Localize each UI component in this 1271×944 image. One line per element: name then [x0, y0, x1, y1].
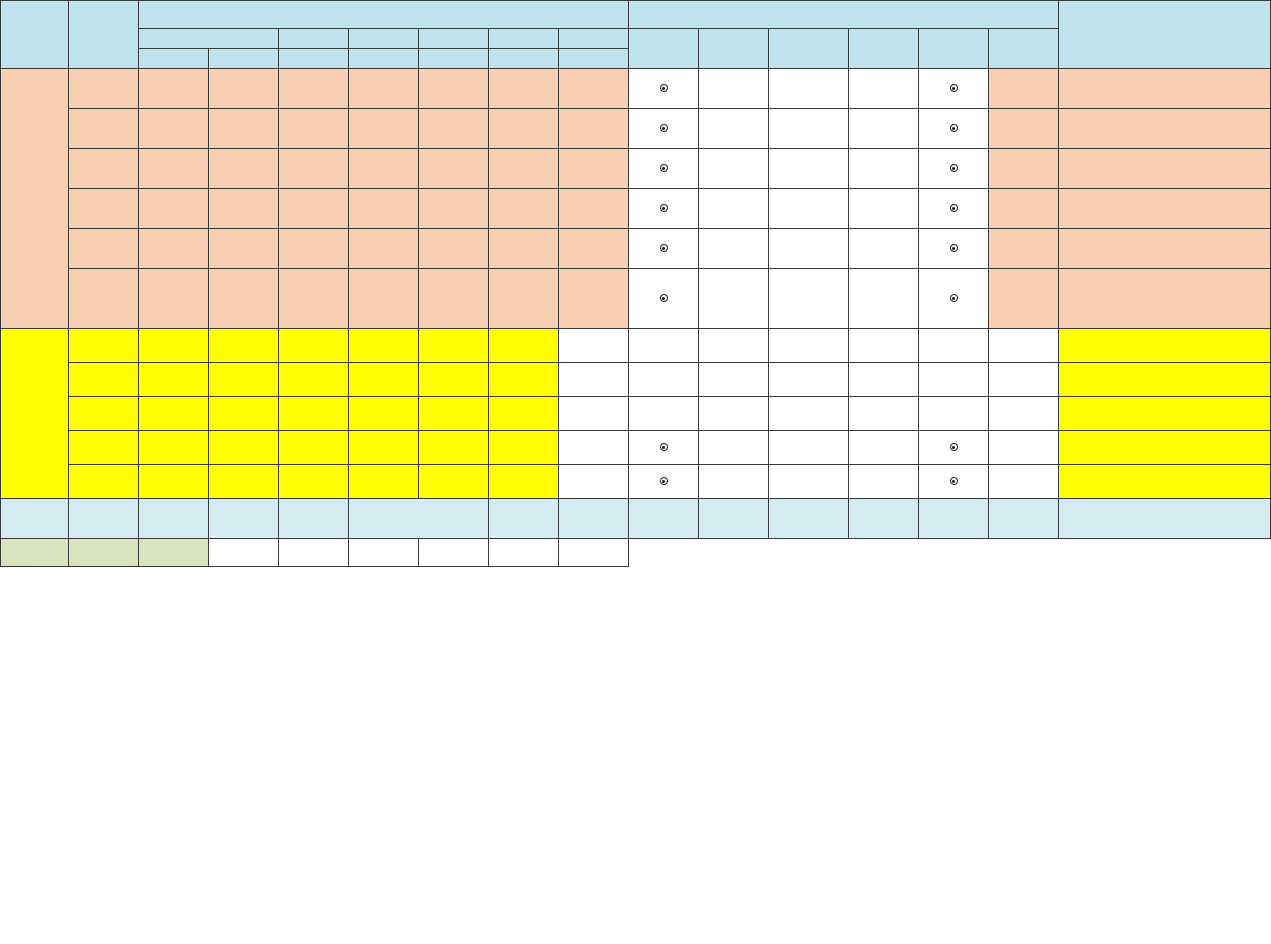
header-electrical — [139, 1, 629, 29]
cell-otp — [699, 499, 769, 539]
cell-bop — [349, 189, 419, 229]
cell-brp — [419, 109, 489, 149]
cell-pkg — [989, 329, 1059, 363]
double-circle-icon — [950, 204, 958, 212]
cell-vmin — [139, 189, 209, 229]
cell-rdson — [559, 465, 629, 499]
cell-pkg — [989, 465, 1059, 499]
cell-bop — [349, 149, 419, 189]
cell-auto-restart — [769, 363, 849, 397]
cell-vmin — [139, 363, 209, 397]
cell-vmax — [209, 465, 279, 499]
double-circle-icon — [950, 443, 958, 451]
cell-competitor — [1059, 229, 1271, 269]
cell-vmax — [209, 431, 279, 465]
cell-competitor — [1059, 465, 1271, 499]
cell-otp — [699, 269, 769, 329]
cell-pkg — [989, 109, 1059, 149]
cell-auto-restart — [769, 189, 849, 229]
cell-brp — [419, 269, 489, 329]
double-circle-icon — [660, 477, 668, 485]
cell-otp — [699, 189, 769, 229]
double-circle-icon — [950, 84, 958, 92]
header-bhys-unit — [489, 49, 559, 69]
table-body — [1, 69, 1271, 567]
cell-vmin — [139, 431, 209, 465]
cell-rdson — [559, 539, 629, 567]
part-number — [69, 69, 139, 109]
cell-auto-restart — [769, 149, 849, 189]
cell-vout-clamp — [849, 499, 919, 539]
cell-vmin — [139, 109, 209, 149]
table-row — [1, 149, 1271, 189]
double-circle-icon — [950, 244, 958, 252]
cell-iout — [279, 465, 349, 499]
double-circle-icon — [660, 443, 668, 451]
header-bop — [349, 29, 419, 49]
cell-auto-restart — [769, 465, 849, 499]
cell-rdson — [559, 109, 629, 149]
cell-brp — [419, 465, 489, 499]
cell-vmin — [139, 465, 209, 499]
cell-pkg — [989, 229, 1059, 269]
cell-rdson — [559, 431, 629, 465]
cell-vmax — [209, 499, 279, 539]
cell-vmin — [139, 149, 209, 189]
cell-iout — [279, 269, 349, 329]
cell-iout — [279, 189, 349, 229]
part-number — [69, 363, 139, 397]
cell-auto-restart — [769, 329, 849, 363]
cell-iout — [279, 329, 349, 363]
cell-fg — [629, 149, 699, 189]
cell-fg — [629, 499, 699, 539]
table-row — [1, 109, 1271, 149]
cell-auto-restart — [769, 397, 849, 431]
cell-bhys — [489, 363, 559, 397]
group-linear — [1, 499, 69, 539]
cell-otp — [699, 69, 769, 109]
table-row — [1, 329, 1271, 363]
header-vin-min — [139, 49, 209, 69]
cell-bop — [349, 229, 419, 269]
cell-bhys — [489, 109, 559, 149]
double-circle-icon — [660, 244, 668, 252]
cell-rev-diode — [919, 431, 989, 465]
header-pkg-type — [989, 29, 1059, 69]
cell-vout-clamp — [849, 269, 919, 329]
cell-rev-diode — [919, 229, 989, 269]
cell-vmax — [209, 329, 279, 363]
cell-brp — [419, 229, 489, 269]
cell-rev-diode — [919, 499, 989, 539]
cell-rev-diode — [919, 109, 989, 149]
header-bop-unit — [349, 49, 419, 69]
cell-fg — [629, 109, 699, 149]
cell-brp — [419, 431, 489, 465]
cell-rdson — [559, 189, 629, 229]
cell-brp — [419, 329, 489, 363]
cell-brp — [419, 149, 489, 189]
cell-iout — [279, 499, 349, 539]
cell-pkg — [989, 269, 1059, 329]
cell-iout — [279, 69, 349, 109]
cell-vmin — [139, 499, 209, 539]
cell-bop — [349, 109, 419, 149]
cell-rdson — [559, 329, 629, 363]
cell-vout-clamp — [849, 431, 919, 465]
cell-rdson — [559, 149, 629, 189]
table-row — [1, 229, 1271, 269]
header-vin-max — [209, 49, 279, 69]
header-vout-clamp — [849, 29, 919, 69]
cell-brp — [419, 363, 489, 397]
header-rev-diode — [919, 29, 989, 69]
cell-iout — [279, 539, 349, 567]
header-competitor — [1059, 1, 1271, 69]
table-row — [1, 431, 1271, 465]
cell-auto-restart — [769, 269, 849, 329]
part-number — [69, 329, 139, 363]
cell-otp — [699, 229, 769, 269]
cell-competitor — [1059, 109, 1271, 149]
cell-otp — [699, 329, 769, 363]
cell-vmax — [209, 149, 279, 189]
cell-otp — [699, 109, 769, 149]
cell-competitor — [1059, 149, 1271, 189]
cell-vmin — [139, 269, 209, 329]
cell-vout-clamp — [849, 229, 919, 269]
cell-vout-clamp — [849, 149, 919, 189]
header-fg — [629, 29, 699, 69]
cell-fg — [629, 269, 699, 329]
cell-sensitivity — [349, 499, 489, 539]
header-rdson — [559, 29, 629, 49]
part-number — [69, 189, 139, 229]
double-circle-icon — [660, 164, 668, 172]
cell-vmin — [139, 539, 209, 567]
cell-iout — [279, 109, 349, 149]
cell-fg — [629, 431, 699, 465]
cell-vmax — [209, 189, 279, 229]
cell-bhys — [489, 149, 559, 189]
cell-otp — [699, 431, 769, 465]
cell-pkg — [989, 189, 1059, 229]
table-row — [1, 269, 1271, 329]
cell-rdson — [559, 499, 629, 539]
cell-competitor — [1059, 269, 1271, 329]
cell-competitor — [1059, 431, 1271, 465]
cell-vmax — [209, 397, 279, 431]
cell-brp — [419, 189, 489, 229]
table-header — [1, 1, 1271, 69]
cell-iout — [279, 149, 349, 189]
cell-bhys — [489, 397, 559, 431]
cell-vout-clamp — [849, 109, 919, 149]
table-row — [1, 363, 1271, 397]
cell-competitor — [1059, 363, 1271, 397]
part-number — [69, 397, 139, 431]
part-number — [69, 465, 139, 499]
part-number — [69, 499, 139, 539]
table-row — [1, 397, 1271, 431]
cell-rev-diode — [919, 69, 989, 109]
cell-otp — [699, 465, 769, 499]
cell-bhys — [489, 499, 559, 539]
cell-rev-diode — [919, 269, 989, 329]
cell-pkg — [989, 397, 1059, 431]
cell-rdson — [559, 69, 629, 109]
cell-bhys — [489, 229, 559, 269]
cell-bhys — [489, 431, 559, 465]
header-pn — [69, 1, 139, 69]
cell-bhys — [489, 69, 559, 109]
part-number — [69, 149, 139, 189]
cell-vmax — [209, 539, 279, 567]
cell-otp — [699, 397, 769, 431]
part-number — [69, 431, 139, 465]
cell-fg — [629, 69, 699, 109]
cell-vout-clamp — [849, 465, 919, 499]
cell-fg — [629, 397, 699, 431]
part-number — [69, 229, 139, 269]
cell-pkg — [989, 499, 1059, 539]
cell-competitor — [1059, 329, 1271, 363]
cell-rev-diode — [919, 465, 989, 499]
cell-vout-clamp — [849, 189, 919, 229]
cell-vmin — [139, 69, 209, 109]
header-function — [1, 1, 69, 69]
cell-rev-diode — [919, 149, 989, 189]
cell-iout — [279, 229, 349, 269]
group-latch — [1, 69, 69, 329]
cell-bhys — [489, 269, 559, 329]
part-number — [69, 269, 139, 329]
cell-rev-diode — [919, 397, 989, 431]
cell-vmax — [209, 229, 279, 269]
cell-rev-diode — [919, 189, 989, 229]
cell-auto-restart — [769, 499, 849, 539]
cell-bop — [349, 431, 419, 465]
cell-vout-clamp — [849, 69, 919, 109]
cell-vout-clamp — [849, 363, 919, 397]
cell-competitor — [1059, 397, 1271, 431]
header-features — [629, 1, 1059, 29]
part-number — [69, 109, 139, 149]
double-circle-icon — [660, 204, 668, 212]
cell-fg — [629, 465, 699, 499]
group-single-coil — [1, 539, 69, 567]
cell-bop — [349, 363, 419, 397]
header-auto-restart — [769, 29, 849, 69]
cell-rdson — [559, 229, 629, 269]
cell-competitor — [1059, 69, 1271, 109]
cell-iout — [279, 397, 349, 431]
cell-vmin — [139, 329, 209, 363]
table-row — [1, 69, 1271, 109]
cell-fg — [629, 329, 699, 363]
cell-bhys — [489, 329, 559, 363]
cell-bop — [349, 465, 419, 499]
cell-otp — [699, 363, 769, 397]
cell-bhys — [489, 465, 559, 499]
cell-brp — [419, 397, 489, 431]
cell-iout — [279, 431, 349, 465]
header-rdson-unit — [559, 49, 629, 69]
cell-bhys — [489, 189, 559, 229]
double-circle-icon — [950, 164, 958, 172]
header-iout — [279, 29, 349, 49]
header-bhys — [489, 29, 559, 49]
cell-rdson — [559, 363, 629, 397]
cell-auto-restart — [769, 69, 849, 109]
header-vin — [139, 29, 279, 49]
double-circle-icon — [660, 294, 668, 302]
cell-bop — [349, 397, 419, 431]
cell-bop — [349, 69, 419, 109]
group-switch — [1, 329, 69, 499]
cell-pkg — [989, 69, 1059, 109]
header-brp — [419, 29, 489, 49]
header-iout-unit — [279, 49, 349, 69]
cell-bop — [349, 329, 419, 363]
double-circle-icon — [660, 124, 668, 132]
cell-competitor — [1059, 189, 1271, 229]
cell-brp — [419, 539, 489, 567]
cell-iout — [279, 363, 349, 397]
cell-vmin — [139, 229, 209, 269]
double-circle-icon — [950, 124, 958, 132]
cell-vmax — [209, 69, 279, 109]
cell-vmax — [209, 269, 279, 329]
cell-vout-clamp — [849, 329, 919, 363]
part-number — [69, 539, 139, 567]
cell-fg — [629, 189, 699, 229]
cell-fg — [629, 363, 699, 397]
cell-bhys — [489, 539, 559, 567]
table-row — [1, 539, 1271, 567]
cell-auto-restart — [769, 229, 849, 269]
cell-rev-diode — [919, 329, 989, 363]
table-row — [1, 499, 1271, 539]
header-otp — [699, 29, 769, 69]
cell-pkg — [989, 363, 1059, 397]
cell-pkg — [989, 431, 1059, 465]
cell-vout-clamp — [849, 397, 919, 431]
double-circle-icon — [950, 294, 958, 302]
double-circle-icon — [950, 477, 958, 485]
cell-vmax — [209, 363, 279, 397]
cell-competitor — [1059, 499, 1271, 539]
cell-vmax — [209, 109, 279, 149]
cell-auto-restart — [769, 431, 849, 465]
cell-bop — [349, 269, 419, 329]
cell-vmin — [139, 397, 209, 431]
cell-pkg — [989, 149, 1059, 189]
cell-rdson — [559, 269, 629, 329]
cell-otp — [699, 149, 769, 189]
header-brp-unit — [419, 49, 489, 69]
cell-brp — [419, 69, 489, 109]
cell-rev-diode — [919, 363, 989, 397]
table-row — [1, 465, 1271, 499]
double-circle-icon — [660, 84, 668, 92]
table-row — [1, 189, 1271, 229]
cell-fg — [629, 229, 699, 269]
cell-auto-restart — [769, 109, 849, 149]
cell-bop — [349, 539, 419, 567]
cell-rdson — [559, 397, 629, 431]
